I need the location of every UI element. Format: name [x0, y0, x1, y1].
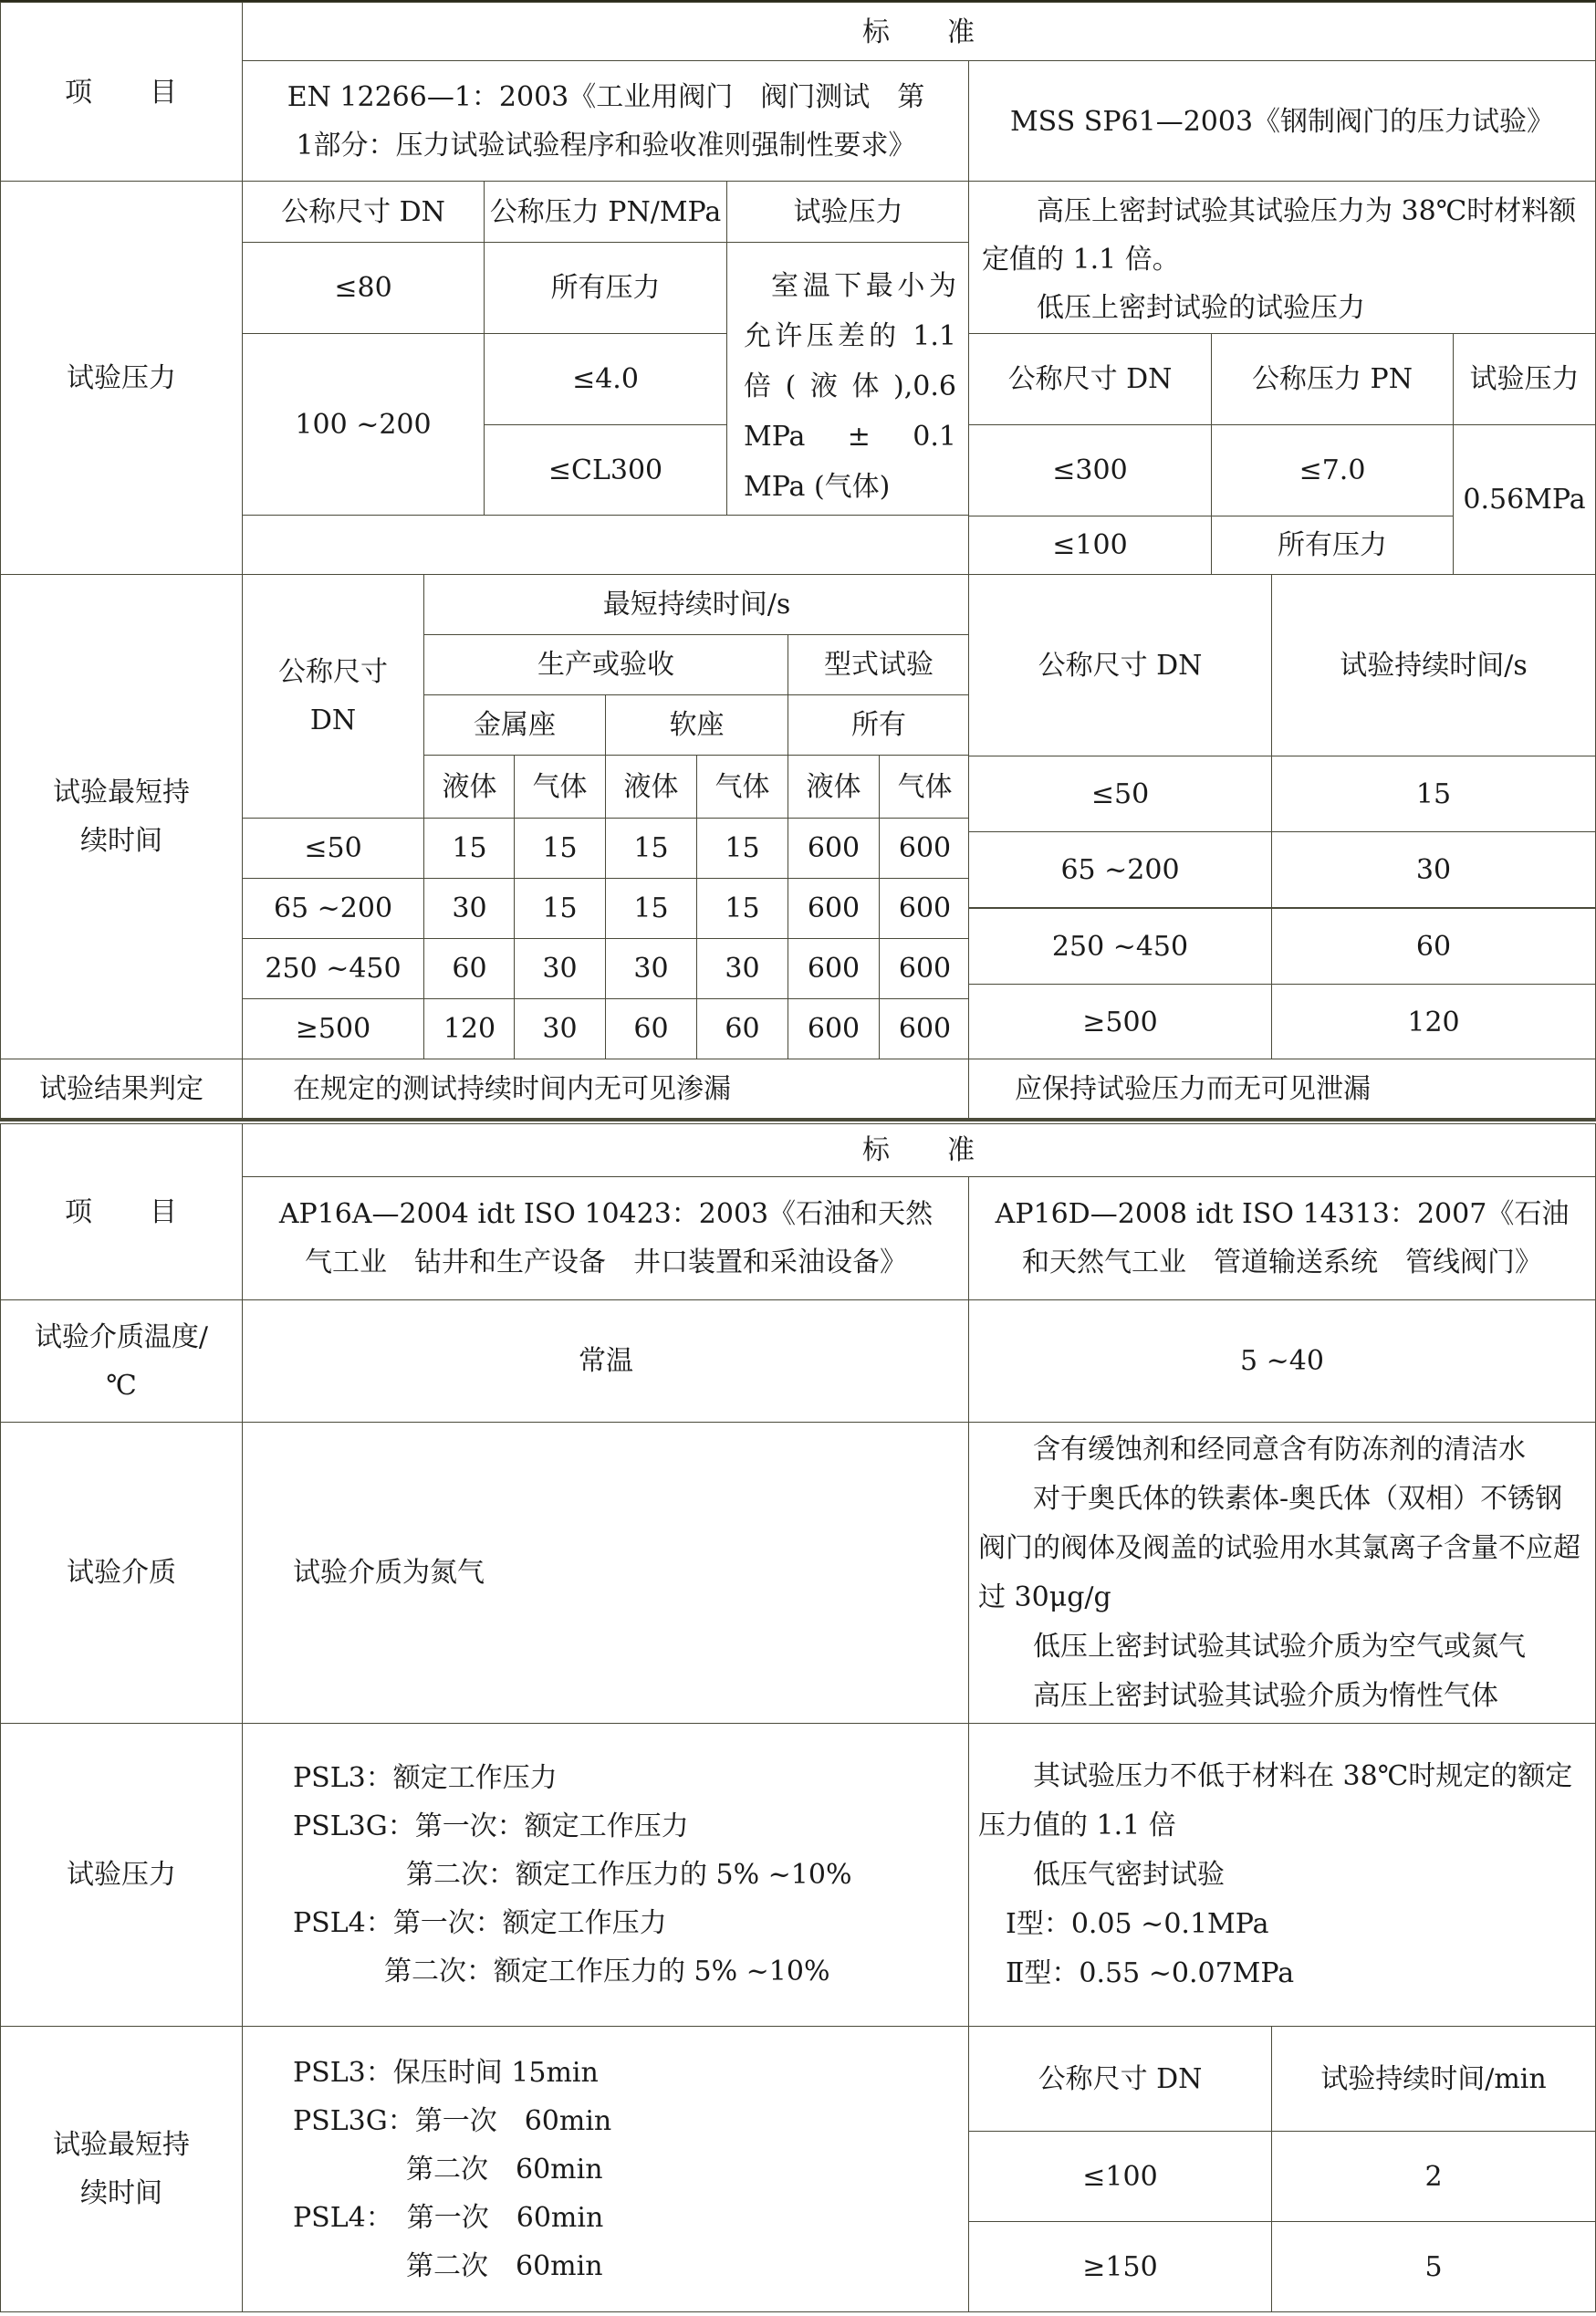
medium-line: 低压上密封试验其试验介质为空气或氮气	[1033, 1630, 1526, 1663]
cell-duration: 60	[423, 938, 516, 999]
col-header-pn: 公称压力 PN/MPa	[484, 181, 727, 243]
cell-pn: 所有压力	[1211, 516, 1454, 575]
cell-dn: 65 ~200	[968, 831, 1272, 908]
cell-duration: 60	[1271, 908, 1596, 985]
temp-ap16a: 常温	[242, 1299, 970, 1423]
col-header-dn: 公称尺寸 DN	[968, 333, 1212, 425]
pressure-line: Ⅱ型：0.55 ~0.07MPa	[1006, 1956, 1295, 1989]
col-header-dn: 公称尺寸 DN	[242, 574, 424, 819]
cell-pn: ≤7.0	[1211, 424, 1454, 516]
row-label-test-pressure: 试验压力	[0, 181, 243, 575]
cell-dn: 250 ~450	[242, 938, 424, 999]
col-header-dn: 公称尺寸 DN	[968, 574, 1272, 756]
cell-duration: 60	[605, 998, 697, 1059]
cell-duration: 15	[514, 878, 606, 939]
cell-duration: 600	[879, 818, 971, 879]
pressure-line: 第二次：额定工作压力的 5% ~10%	[384, 1956, 830, 1987]
seat-header-metal: 金属座	[423, 694, 606, 756]
cell-dn: 65 ~200	[242, 878, 424, 939]
medium-header: 液体	[605, 755, 697, 819]
cell-dn: ≤100	[968, 516, 1212, 575]
medium-header: 液体	[788, 755, 880, 819]
cell-duration: 600	[788, 998, 880, 1059]
col-header-pn: 公称压力 PN	[1211, 333, 1454, 425]
cell-dn: ≥150	[968, 2221, 1272, 2312]
note-line: 低压上密封试验的试验压力	[1037, 292, 1365, 324]
result-en12266: 在规定的测试持续时间内无可见渗漏	[242, 1059, 970, 1119]
pressure-line: Ⅰ型：0.05 ~0.1MPa	[1006, 1907, 1269, 1940]
cell-duration: 30	[696, 938, 788, 999]
duration-line: 第二次 60min	[406, 2153, 603, 2186]
table-separator	[0, 1119, 1596, 1121]
cell-duration: 120	[1271, 984, 1596, 1060]
pressure-line: PSL3：额定工作压力	[293, 1762, 558, 1794]
item-header: 项 目	[0, 2, 243, 183]
group-header-type-test: 型式试验	[788, 634, 970, 695]
row-label-min-duration: 试验最短持续时间	[0, 2026, 243, 2312]
cell-duration: 15	[514, 818, 606, 879]
cell-duration: 15	[605, 878, 697, 939]
col-header-dn: 公称尺寸 DN	[242, 181, 485, 243]
cell-dn: ≤100	[968, 2131, 1272, 2222]
duration-line: 第二次 60min	[406, 2249, 603, 2282]
col-header-min-duration: 最短持续时间/s	[423, 574, 970, 635]
cell-duration: 30	[514, 998, 606, 1059]
cell-duration: 15	[423, 818, 516, 879]
standard-ap16d: AP16D—2008 idt ISO 14313：2007《石油和天然气工业 管道输送系统 管线阀门》	[968, 1176, 1596, 1300]
cell-dn: ≤80	[242, 242, 485, 334]
duration-line: PSL3：保压时间 15min	[293, 2056, 599, 2089]
col-header-dn: 公称尺寸 DN	[968, 2026, 1272, 2132]
cell-dn: 100 ~200	[242, 333, 485, 516]
col-header-duration: 试验持续时间/s	[1271, 574, 1596, 756]
cell-duration: 5	[1271, 2221, 1596, 2312]
pressure-line: 低压气密封试验	[1033, 1858, 1225, 1891]
duration-line: PSL3G：第一次 60min	[293, 2104, 612, 2137]
cell-duration: 60	[696, 998, 788, 1059]
temp-ap16d: 5 ~40	[968, 1299, 1596, 1423]
cell-duration: 600	[879, 998, 971, 1059]
note-line: 高压上密封试验其试验压力为 38℃时材料额定值的 1.1 倍。	[982, 195, 1577, 276]
medium-line: 高压上密封试验其试验介质为惰性气体	[1033, 1679, 1498, 1712]
result-mss-sp61: 应保持试验压力而无可见泄漏	[968, 1059, 1596, 1119]
group-header-production: 生产或验收	[423, 634, 788, 695]
col-header-duration: 试验持续时间/min	[1271, 2026, 1596, 2132]
cell-duration: 30	[1271, 831, 1596, 908]
row-label-medium: 试验介质	[0, 1422, 243, 1724]
item-header: 项 目	[0, 1123, 243, 1300]
standard-en12266: EN 12266—1：2003《工业用阀门 阀门测试 第1部分：压力试验试验程序和验收准则强制性要求》	[242, 60, 970, 183]
row-label-min-duration: 试验最短持续时间	[0, 574, 243, 1059]
row-label-medium-temp: 试验介质温度/℃	[0, 1299, 243, 1423]
standard-mss-sp61: MSS SP61—2003《钢制阀门的压力试验》	[968, 60, 1596, 183]
cell-duration: 600	[879, 878, 971, 939]
cell-duration: 30	[423, 878, 516, 939]
col-header-test-pressure: 试验压力	[1453, 333, 1596, 425]
standard-ap16a: AP16A—2004 idt ISO 10423：2003《石油和天然气工业 钻井和生产设备 井口装置和采油设备》	[242, 1176, 970, 1300]
cell-dn: ≤50	[968, 756, 1272, 832]
cell-dn: 250 ~450	[968, 908, 1272, 985]
cell-duration: 600	[879, 938, 971, 999]
cell-dn: ≤300	[968, 424, 1212, 516]
empty-cell	[242, 515, 970, 575]
cell-dn: ≤50	[242, 818, 424, 879]
medium-ap16d	[968, 1422, 1596, 1724]
cell-dn: ≥500	[242, 998, 424, 1059]
cell-duration: 15	[1271, 756, 1596, 832]
cell-pn: ≤4.0	[484, 333, 727, 425]
medium-header: 气体	[696, 755, 788, 819]
cell-test-pressure-value: 0.56MPa	[1453, 424, 1596, 575]
cell-pn: ≤CL300	[484, 424, 727, 516]
pressure-line: 其试验压力不低于材料在 38℃时规定的额定压力值的 1.1 倍	[978, 1759, 1573, 1841]
cell-pn: 所有压力	[484, 242, 727, 334]
medium-header: 液体	[423, 755, 516, 819]
standard-header: 标 准	[242, 2, 1596, 62]
duration-line: PSL4： 第一次 60min	[293, 2201, 604, 2234]
medium-line: 对于奥氏体的铁素体-奥氏体（双相）不锈钢阀门的阀体及阀盖的试验用水其氯离子含量不应超过 30μg/g	[978, 1482, 1580, 1613]
pressure-line: PSL4：第一次：额定工作压力	[293, 1907, 667, 1939]
seat-header-soft: 软座	[605, 694, 788, 756]
cell-duration: 30	[605, 938, 697, 999]
medium-header: 气体	[514, 755, 606, 819]
pressure-ap16d	[968, 1723, 1596, 2027]
cell-test-pressure-value: 室温下最小为允许压差的 1.1 倍(液体),0.6 MPa ± 0.1 MPa (气体)	[726, 242, 970, 516]
medium-line: 含有缓蚀剂和经同意含有防冻剂的清洁水	[1033, 1433, 1526, 1466]
cell-duration: 30	[514, 938, 606, 999]
row-label-result: 试验结果判定	[0, 1059, 243, 1119]
cell-duration: 15	[696, 878, 788, 939]
cell-duration: 2	[1271, 2131, 1596, 2222]
cell-duration: 600	[788, 938, 880, 999]
cell-duration: 600	[788, 818, 880, 879]
cell-duration: 15	[605, 818, 697, 879]
duration-ap16a	[242, 2026, 970, 2312]
medium-header: 气体	[879, 755, 971, 819]
standard-header: 标 准	[242, 1123, 1596, 1177]
medium-ap16a: 试验介质为氮气	[242, 1422, 970, 1724]
col-header-test-pressure: 试验压力	[726, 181, 970, 243]
pressure-ap16a	[242, 1723, 970, 2027]
pressure-line: 第二次：额定工作压力的 5% ~10%	[406, 1859, 852, 1891]
cell-dn: ≥500	[968, 984, 1272, 1060]
mss-pressure-note	[968, 181, 1596, 334]
cell-duration: 120	[423, 998, 516, 1059]
seat-header-all: 所有	[788, 694, 970, 756]
cell-duration: 600	[788, 878, 880, 939]
cell-duration: 15	[696, 818, 788, 879]
pressure-line: PSL3G：第一次：额定工作压力	[293, 1810, 689, 1842]
row-label-test-pressure: 试验压力	[0, 1723, 243, 2027]
